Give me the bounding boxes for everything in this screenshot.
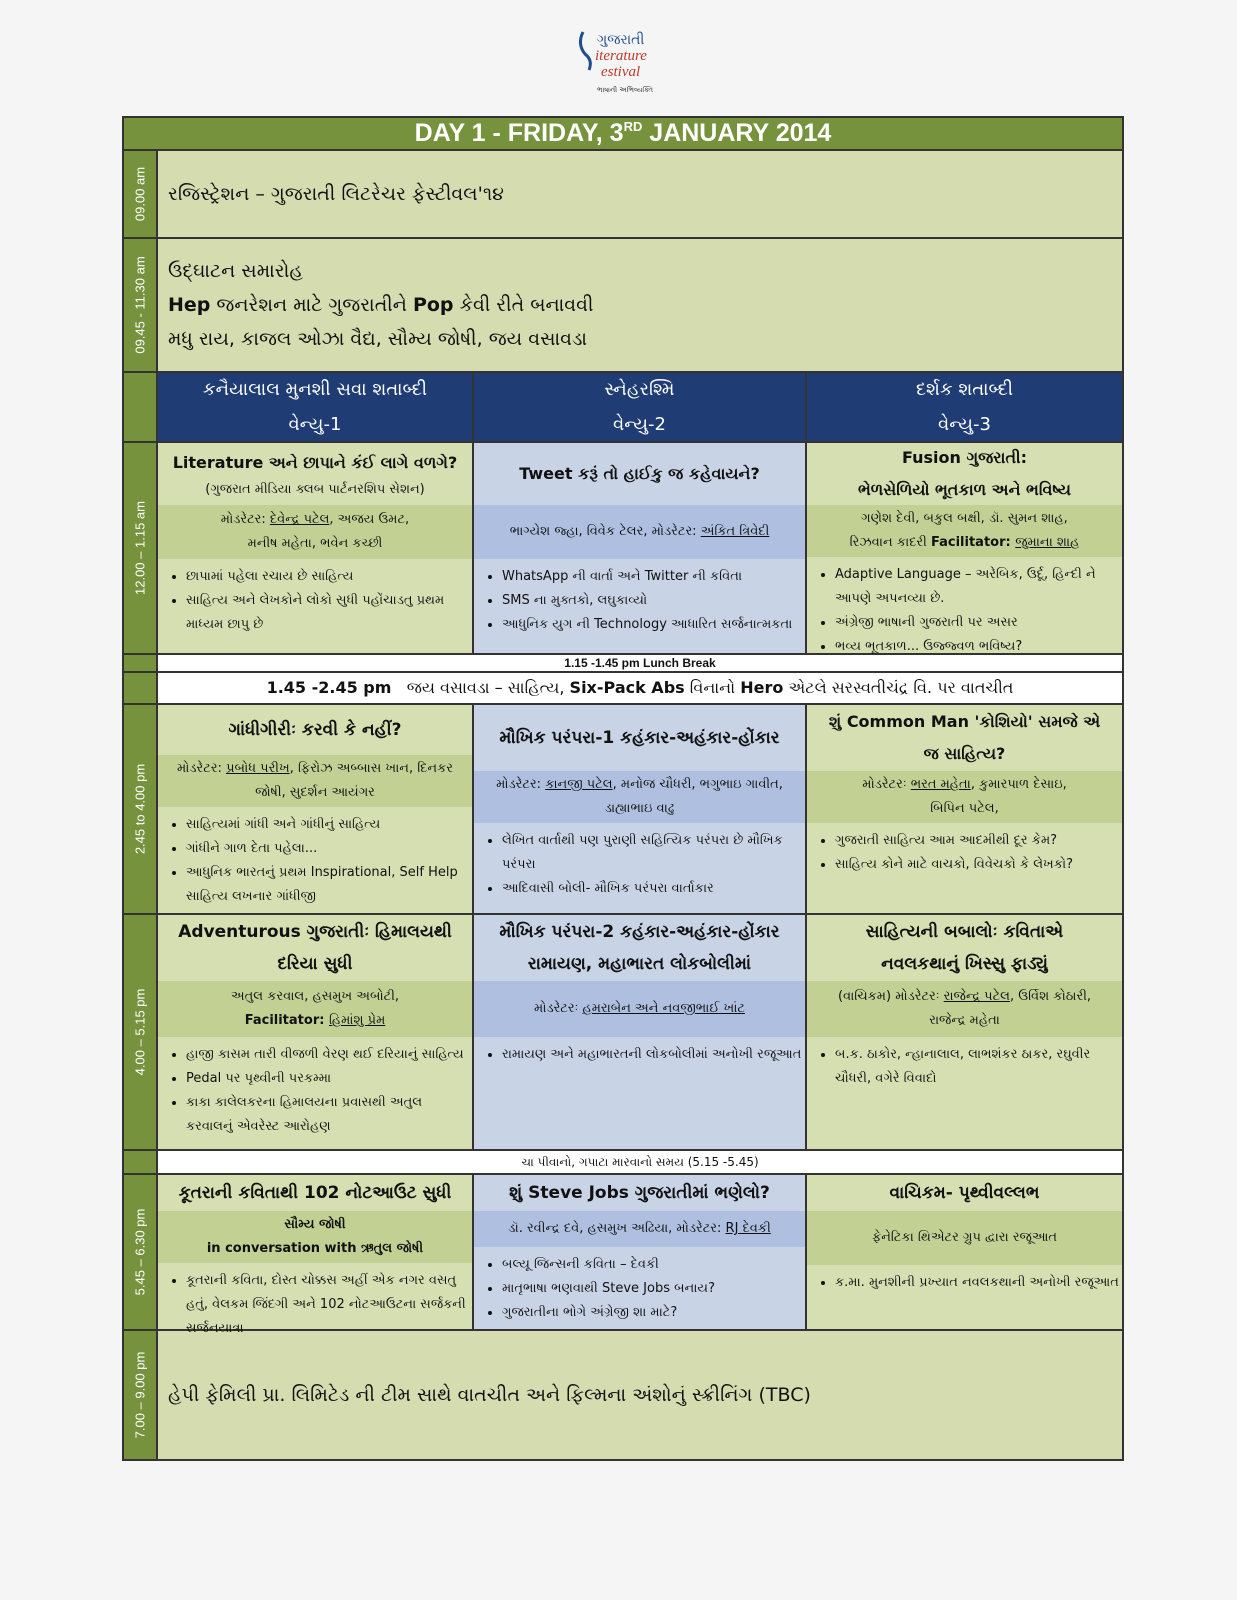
venue-name: સ્નેહરશ્મિ <box>604 379 675 400</box>
session-title <box>158 443 472 505</box>
talk-text <box>158 673 1122 703</box>
moderator-line: બિપિન પટેલ, <box>930 801 999 816</box>
bullet-list <box>807 1043 1122 1091</box>
moderator-line: ડાહ્યાભાઇ વાઢુ <box>604 801 675 816</box>
session-title <box>807 705 1122 771</box>
venue-columns <box>158 373 1122 441</box>
text-part: , કુમારપાળ દેસાઇ, <box>970 777 1067 792</box>
moderator-name: જુમાના શાહ <box>1015 535 1080 550</box>
slot-4-00 <box>124 915 1122 1151</box>
text-part: , ઉર્વિશ કોઠારી, <box>1010 989 1092 1004</box>
session-v1 <box>158 915 474 1149</box>
venue-label: વેન્યુ-2 <box>613 414 666 435</box>
time-label <box>124 373 158 441</box>
bullet-item: • લેખિત વાર્તાથી પણ પુરાણી સહિત્યિક પરંપરા છે મૌખિક પરંપરા <box>502 829 805 877</box>
bullet-list <box>474 565 805 637</box>
registration-text: રજિસ્ટ્રેશન – ગુજરાતી લિટરેચર ફેસ્ટીવલ'૧૪ <box>168 183 504 205</box>
session-title <box>474 443 805 505</box>
bullet-list <box>474 1253 805 1325</box>
session-title <box>474 705 805 771</box>
moderator-line <box>480 1217 799 1241</box>
time-label <box>124 915 158 1149</box>
text-part: જનરેશન માટે ગુજરાતીને <box>210 294 413 316</box>
bullet-item: • અંગ્રેજી ભાષાની ગુજરાતી પર અસર <box>835 611 1122 635</box>
moderator-line <box>480 997 799 1021</box>
bullet-list <box>807 829 1122 877</box>
time-text: 2.45 to 4.00 pm <box>132 763 148 855</box>
bullet-item: • ગુજરાતીના ભોગે અંગ્રેજી શા માટે? <box>502 1301 805 1325</box>
slot-registration <box>124 151 1122 239</box>
bullet-item: • બલ્યૂ જિન્સની કવિતા – દેવકી <box>502 1253 805 1277</box>
schedule-table <box>122 116 1124 1461</box>
time-label <box>124 655 158 671</box>
moderator-name: કાનજી પટેલ <box>545 777 613 792</box>
logo-line1: ગુજરાતી <box>597 32 645 48</box>
time-text: 4.00 – 5.15 pm <box>132 988 148 1076</box>
bullet-item: • Pedal પર પૃથ્વીની પરકમ્મા <box>186 1067 472 1091</box>
text-part: 1.45 -2.45 pm <box>266 678 392 697</box>
bullet-item: • સાહિત્ય કોને માટે વાચકો, વિવેચકો કે લેખકો? <box>835 853 1122 877</box>
session-title <box>474 915 805 981</box>
session-v3 <box>807 443 1122 653</box>
lunch-row <box>124 655 1122 673</box>
logo-line3: estival <box>601 64 641 80</box>
time-label <box>124 1151 158 1173</box>
bullet-item: • હાજી કાસમ તારી વીજળી વેરણ થઈ દરિયાનું સાહિત્ય <box>186 1043 472 1067</box>
logo-tagline: ભાષાની અભિવ્યક્તિ <box>597 86 654 94</box>
moderator-line: ગણેશ દેવી, બકુલ બક્ષી, ડૉ. સુમન શાહ, <box>861 511 1068 526</box>
bullet-item: • માતૃભાષા ભણવાથી Steve Jobs બનાય? <box>502 1277 805 1301</box>
moderator-name: ભરત મહેતા <box>910 777 971 792</box>
text-part: Six-Pack Abs <box>569 678 685 697</box>
time-text: 09.00 am <box>132 166 148 222</box>
moderator-name: પ્રબોધ પરીખ <box>226 761 290 776</box>
bullet-item: • ભવ્ય ભૂતકાળ... ઉજ્જ્વળ ભવિષ્ય? <box>835 635 1122 659</box>
text-part: મોડરેટર: <box>220 512 270 527</box>
day-title-prefix: DAY 1 - FRIDAY, 3 <box>414 119 624 147</box>
moderator-line <box>813 531 1116 555</box>
moderator-line: in conversation with ઋતુલ જોષી <box>206 1241 424 1256</box>
bullet-item: • કાકા કાલેલકરના હિમાલયના પ્રવાસથી અતુલ કરવાલનું એવરેસ્ટ આરોહણ <box>186 1091 472 1139</box>
bullet-item: • આદિવાસી બોલી- મૌખિક પરંપરા વાર્તાકાર <box>502 877 805 901</box>
text-part: , અજય ઉમટ, <box>329 512 410 527</box>
screening-text: હેપી ફેમિલી પ્રા. લિમિટેડ ની ટીમ સાથે વાતચીત અને ફિલ્મના અંશોનું સ્ક્રીનિંગ (TBC) <box>168 1384 811 1406</box>
slot-inauguration <box>124 239 1122 373</box>
moderator-line <box>164 757 466 781</box>
time-label <box>124 239 158 371</box>
session-columns <box>158 705 1122 913</box>
session-v2 <box>474 1175 807 1329</box>
text-part: મોડરેટર: <box>496 777 546 792</box>
text-part: Hep <box>168 294 211 316</box>
moderators <box>807 771 1122 823</box>
moderator-line: સૌમ્ય જોષી <box>284 1217 346 1232</box>
session-title-text: Tweet કરૂં તો હાઈકુ જ કહેવાયને? <box>519 464 760 483</box>
moderators <box>158 1211 472 1263</box>
venue-name: દર્શક શતાબ્દી <box>915 379 1014 400</box>
session-title <box>158 705 472 755</box>
slot-5-45 <box>124 1175 1122 1336</box>
bullet-list <box>158 813 472 909</box>
bullet-item: • બ.ક. ઠાકોર, ન્હાનાલાલ, લાભશંકર ઠાકર, રઘુવીર ચૌધરી, વગેરે વિવાદો <box>835 1043 1122 1091</box>
tea-row <box>124 1151 1122 1175</box>
time-label <box>124 443 158 653</box>
bullet-item: • સાહિત્યમાં ગાંધી અને ગાંધીનું સાહિત્ય <box>186 813 472 837</box>
text-part: એટલે સરસ્વતીચંદ્ર વિ. પર વાતચીત <box>783 678 1014 697</box>
venue-3-header <box>807 373 1122 441</box>
slot-2-45 <box>124 705 1122 915</box>
time-text: 5.45 – 6.30 pm <box>132 1208 148 1296</box>
session-v2 <box>474 705 807 913</box>
text-part: Facilitator: <box>244 1013 329 1028</box>
session-title-text: વાચિકમ- પૃથ્વીવલ્લભ <box>889 1183 1040 1203</box>
moderators <box>807 1211 1122 1265</box>
time-label <box>124 1331 158 1459</box>
session-title <box>807 915 1122 981</box>
festival-logo <box>575 24 675 100</box>
bullet-list <box>158 1043 472 1139</box>
bullet-list <box>158 565 472 637</box>
text-part: ભાગ્યેશ જ્હા, વિવેક ટેલર, મોડરેટર: <box>509 524 701 539</box>
text-part: Facilitator: <box>931 535 1016 550</box>
moderators <box>158 755 472 807</box>
bullet-item: • Adaptive Language – અરેબિક, ઉર્દૂ, હિન્દી ને આપણે અપનવ્યા છે. <box>835 563 1122 611</box>
session-title-text: મૌખિક પરંપરા-1 કહંકાર-અહંકાર-હોંકાર <box>499 728 780 748</box>
moderators <box>158 505 472 559</box>
moderators <box>158 981 472 1037</box>
moderators <box>474 1211 805 1247</box>
text-part: જય વસાવડા – સાહિત્ય, <box>406 678 570 697</box>
session-title <box>158 1175 472 1211</box>
session-columns <box>158 443 1122 653</box>
session-title-text: રામાયણ, મહાભારત લોકબોલીમાં <box>527 954 752 974</box>
session-subtitle: (ગુજરાત મીડિયા ક્લબ પાર્ટનરશિપ સેશન) <box>205 482 425 497</box>
session-title <box>474 1175 805 1211</box>
moderator-line: અતુલ કરવાલ, હસમુખ અબોટી, <box>230 989 400 1004</box>
bullet-list <box>474 829 805 901</box>
time-label <box>124 673 158 703</box>
bullet-item: • ગાંધીને ગાળ દેતા પહેલા... <box>186 837 472 861</box>
session-title <box>158 915 472 981</box>
session-columns <box>158 915 1122 1149</box>
bullet-item: • WhatsApp ની વાર્તા અને Twitter ની કવિતા <box>502 565 805 589</box>
session-title-text: ભેળસેળિયો ભૂતકાળ અને ભવિષ્ય <box>858 480 1071 499</box>
bullet-list <box>474 1043 805 1067</box>
text-part: મોડરેટરઃ <box>534 1001 583 1016</box>
moderators <box>807 981 1122 1037</box>
bullet-list <box>807 563 1122 659</box>
moderator-line <box>480 773 799 797</box>
moderator-line: મનીષ મહેતા, ભવેન કચ્છી <box>247 536 383 551</box>
text-part: કેવી રીતે બનાવવી <box>453 294 594 316</box>
venue-label: વેન્યુ-1 <box>288 414 342 435</box>
session-v3 <box>807 915 1122 1149</box>
text-part: Hero <box>740 678 784 697</box>
session-title-text: શું Common Man 'કોશિયો' સમજે એ <box>828 712 1101 731</box>
text-part: ડૉ. રવીન્દ્ર દવે, હસમુખ અઢિયા, મોડરેટર: <box>508 1221 726 1236</box>
bullet-item: • ગુજરાતી સાહિત્ય આમ આદમીથી દૂર કેમ? <box>835 829 1122 853</box>
time-text: 12.00 – 1.15 am <box>132 501 148 595</box>
session-title-text: કૂતરાની કવિતાથી 102 નોટઆઉટ સુધી <box>178 1183 452 1203</box>
moderators <box>807 505 1122 557</box>
bullet-item: • રામાયણ અને મહાભારતની લોકબોલીમાં અનોખી રજૂઆત <box>502 1043 805 1067</box>
text-part: રિઝવાન કાદરી <box>849 535 931 550</box>
moderator-name: રાજેન્દ્ર પટેલ <box>943 989 1011 1004</box>
slot-content <box>158 239 1122 371</box>
bullet-item: • SMS ના મુક્તકો, લઘુકાવ્યો <box>502 589 805 613</box>
day-title <box>124 118 1122 151</box>
tea-break: ચા પીવાનો, ગપાટા મારવાનો સમય (5.15 -5.45) <box>158 1151 1122 1173</box>
session-v1 <box>158 705 474 913</box>
moderators <box>474 981 805 1037</box>
moderator-line: ફેનેટિકા થિએટર ગ્રુપ દ્વારા રજૂઆત <box>871 1230 1058 1245</box>
session-title-text: Fusion ગુજરાતી: <box>901 448 1028 467</box>
session-v1 <box>158 443 474 653</box>
session-title <box>807 443 1122 505</box>
text-part: વિનાનો <box>684 678 741 697</box>
time-text: 7.00 – 9.00 pm <box>132 1351 148 1439</box>
text-part: મોડરેટરઃ <box>862 777 911 792</box>
text-part: (વાચિકમ) મોડરેટરઃ <box>837 989 944 1004</box>
lunch-break: 1.15 -1.45 pm Lunch Break <box>158 655 1122 671</box>
moderator-name: હિમાંશુ પ્રેમ <box>328 1013 386 1028</box>
time-label <box>124 1175 158 1329</box>
moderator-line <box>164 508 466 532</box>
slot-screening <box>124 1331 1122 1459</box>
moderator-line: જોષી, સુદર્શન આયંગર <box>255 785 375 800</box>
session-title-text: નવલકથાનું ખિસ્સુ ફાડ્યું <box>881 954 1048 974</box>
session-title <box>807 1175 1122 1211</box>
slot-content <box>158 151 1122 237</box>
moderator-name: હમરાબેન અને નવજીભાઈ ખાંટ <box>582 1001 745 1016</box>
logo-line2: iterature <box>595 48 647 64</box>
bullet-item: • કૂતરાની કવિતા, દોસ્ત ચોક્કસ અહીં એક નગર વસતુ હતું, વેલકમ જિંદગી અને 102 નોટઆઉટના સર્જકની સર્જનયાત્રા <box>186 1269 472 1341</box>
session-title-text: જ સાહિત્ય? <box>923 744 1006 763</box>
text-part: , ફિરોઝ અબ્બાસ ખાન, દિનકર <box>289 761 454 776</box>
day-title-sup: RD <box>623 119 643 134</box>
moderators <box>474 771 805 823</box>
session-v3 <box>807 705 1122 913</box>
venue-2-header <box>474 373 807 441</box>
session-title-text: Adventurous ગુજરાતીઃ હિમાલયથી <box>178 922 452 942</box>
text-part: મોડરેટર: <box>176 761 227 776</box>
talk-row <box>124 673 1122 705</box>
venue-1-header <box>158 373 474 441</box>
slot-12-00 <box>124 443 1122 655</box>
moderator-line: રાજેન્દ્ર મહેતા <box>929 1013 1000 1028</box>
session-columns <box>158 1175 1122 1336</box>
session-title-text: દરિયા સુધી <box>277 954 353 974</box>
session-title-text: મૌખિક પરંપરા-2 કહંકાર-અહંકાર-હોંકાર <box>499 922 780 942</box>
bullet-item: • આધુનિક ભારતનું પ્રથમ Inspirational, Self Help સાહિત્ય લખનાર ગાંધીજી <box>186 861 472 909</box>
moderator-name: દેવેન્દ્ર પટેલ <box>269 512 330 527</box>
venue-label: વેન્યુ-3 <box>938 414 991 435</box>
moderator-line <box>164 1009 466 1033</box>
bullet-item: • સાહિત્ય અને લેખકોને લોકો સુધી પહોંચાડતુ પ્રથમ માધ્યમ છાપુ છે <box>186 589 472 637</box>
session-title-text: Literature અને છાપાને કંઈ લાગે વળગે? <box>172 453 458 472</box>
time-text: 09.45 - 11.30 am <box>132 256 148 354</box>
session-title-text: સાહિત્યની બબાલોઃ કવિતાએ <box>865 922 1064 942</box>
day-title-suffix: JANUARY 2014 <box>642 119 832 147</box>
bullet-list <box>807 1271 1122 1295</box>
bullet-item: • ક.મા. મુનશીની પ્રખ્યાત નવલકથાની અનોખી રજૂઆત <box>835 1271 1122 1295</box>
time-label <box>124 151 158 237</box>
session-title-text: ગાંધીગીરીઃ કરવી કે નહીં? <box>228 720 402 740</box>
venue-header-row <box>124 373 1122 443</box>
slot-content <box>158 1331 1122 1459</box>
session-v2 <box>474 915 807 1149</box>
moderator-line <box>813 985 1116 1009</box>
moderator-name: RJ દેવકી <box>725 1221 771 1236</box>
moderators <box>474 505 805 559</box>
session-v1 <box>158 1175 474 1336</box>
text-part: Pop <box>412 294 454 316</box>
time-label <box>124 705 158 913</box>
session-v3 <box>807 1175 1122 1329</box>
session-v2 <box>474 443 807 653</box>
moderator-line <box>813 773 1116 797</box>
inauguration-speakers: મધુ રાય, કાજલ ઓઝા વૈદ્ય, સૌમ્ય જોષી, જય વસાવડા <box>168 328 588 350</box>
session-title-text: શું Steve Jobs ગુજરાતીમાં ભણેલો? <box>509 1183 770 1203</box>
bullet-item: • છાપામાં પહેલા રચાય છે સાહિત્ય <box>186 565 472 589</box>
inauguration-topic <box>168 288 1112 322</box>
venue-name: કનૈયાલાલ મુનશી સવા શતાબ્દી <box>202 379 428 400</box>
text-part: , મનોજ ચૌધરી, ભગુભાઇ ગાવીત, <box>612 777 783 792</box>
inauguration-title: ઉદ્‌ઘાટન સમારોહ <box>168 260 303 282</box>
moderator-line <box>480 520 799 544</box>
bullet-item: • આધુનિક યુગ ની Technology આધારિત સર્જનાત્મકતા <box>502 613 805 637</box>
moderator-name: અંકિત ત્રિવેદી <box>700 524 770 539</box>
